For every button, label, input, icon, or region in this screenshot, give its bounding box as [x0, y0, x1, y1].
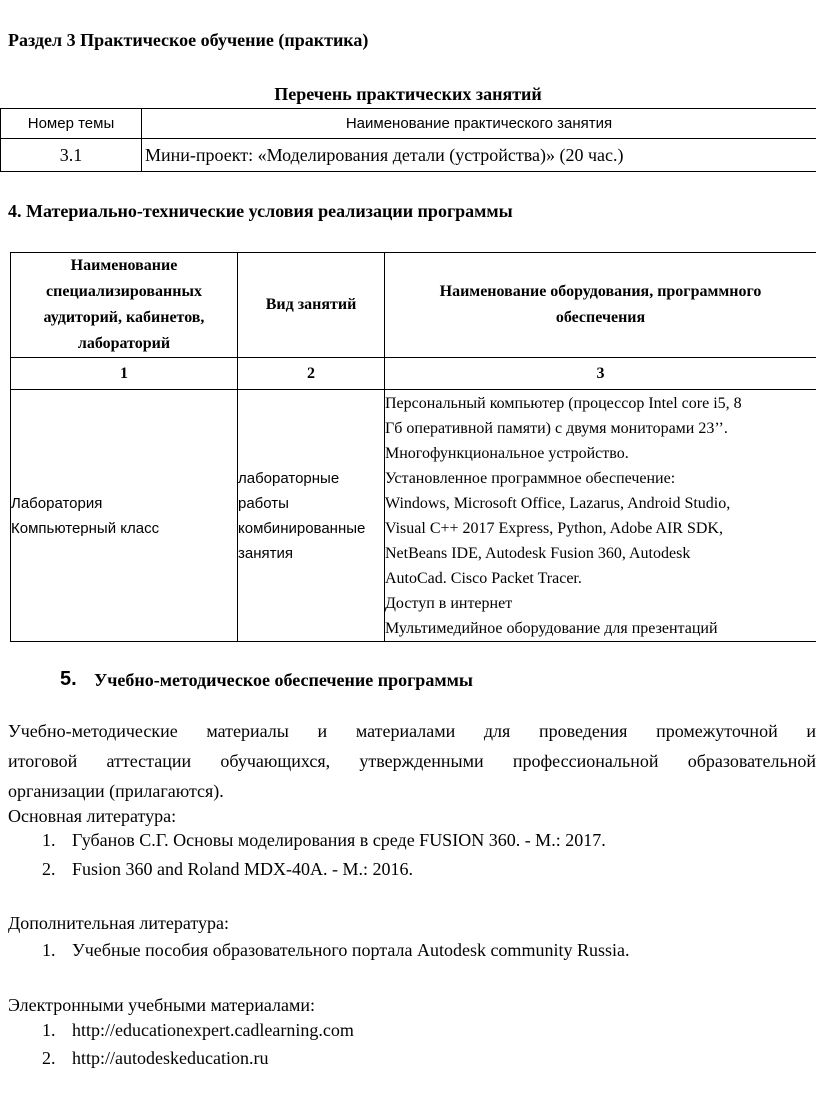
- list-number: 1.: [42, 830, 56, 850]
- header-equipment: [385, 253, 816, 358]
- list-number: 2.: [42, 1048, 56, 1068]
- table-header-row: [1, 109, 816, 139]
- section3-title: Раздел 3 Практическое обучение (практика): [8, 30, 369, 50]
- list-number: 2.: [42, 859, 56, 879]
- section4-title: 4. Материально-технические условия реализации программы: [8, 201, 513, 221]
- cell-line: AutoCad. Cisco Packet Tracer.: [385, 570, 582, 587]
- list-number: 1.: [42, 1020, 56, 1040]
- section5-number: 5.: [60, 668, 77, 690]
- practice-table: [0, 108, 816, 172]
- column-number: 1: [11, 358, 238, 390]
- cell-line: Гб оперативной памяти) с двумя мониторами 23’’.: [385, 420, 728, 437]
- paragraph-line: организации (прилагаются).: [8, 781, 224, 801]
- list-number: 1.: [42, 940, 56, 960]
- paragraph-line: итоговой аттестации обучающихся, утвержденными профессиональной образовательной: [8, 751, 816, 771]
- topic-number-cell: 3.1: [1, 139, 142, 172]
- cell-line: занятия: [238, 544, 293, 562]
- table-header-row: [11, 253, 816, 358]
- cell-line: работы: [238, 494, 289, 512]
- column-number: 3: [385, 358, 816, 390]
- link-url[interactable]: http://educationexpert.cadlearning.com: [72, 1020, 354, 1040]
- header-line: Наименование оборудования, программного: [439, 283, 762, 300]
- header-line: аудиторий, кабинетов,: [43, 309, 205, 326]
- equipment-table: [10, 252, 816, 642]
- section5-paragraph: [8, 716, 816, 806]
- header-line: обеспечения: [555, 309, 646, 326]
- cell-line: Windows, Microsoft Office, Lazarus, Android Studio,: [385, 495, 731, 512]
- section5-title: Учебно-методическое обеспечение программы: [94, 670, 473, 690]
- cell-line: Visual C++ 2017 Express, Python, Adobe AIR SDK,: [385, 520, 723, 537]
- practice-list-title: Перечень практических занятий: [274, 84, 542, 104]
- cell-line: Доступ в интернет: [385, 595, 513, 612]
- list-text: Губанов С.Г. Основы моделирования в среде FUSION 360. - М.: 2017.: [72, 830, 606, 850]
- header-rooms: [11, 253, 238, 358]
- cell-line: Многофункциональное устройство.: [385, 445, 629, 462]
- header-topic-number: Номер темы: [1, 109, 142, 139]
- list-text: Учебные пособия образовательного портала Autodesk community Russia.: [72, 940, 630, 960]
- header-line: Вид занятий: [265, 296, 357, 313]
- cell-line: Установленное программное обеспечение:: [385, 470, 676, 487]
- table-row: [11, 390, 816, 642]
- list-text: Fusion 360 and Roland MDX-40A. - М.: 2016.: [72, 859, 413, 879]
- table-row: [1, 139, 816, 172]
- header-practice-name: Наименование практического занятия: [142, 109, 816, 139]
- main-literature-label: Основная литература:: [8, 806, 177, 826]
- equipment-cell: [385, 390, 816, 642]
- header-line: Наименование: [70, 257, 178, 274]
- practice-name-cell: Мини-проект: «Моделирования детали (устройства)» (20 час.): [142, 139, 816, 172]
- column-number-row: [11, 358, 816, 390]
- column-number: 2: [238, 358, 385, 390]
- cell-line: лабораторные: [238, 469, 340, 487]
- header-line: лабораторий: [77, 335, 171, 352]
- additional-literature-label: Дополнительная литература:: [8, 913, 229, 933]
- cell-line: Компьютерный класс: [11, 519, 160, 537]
- header-activity-type: [238, 253, 385, 358]
- activity-type-cell: [238, 390, 385, 642]
- cell-line: NetBeans IDE, Autodesk Fusion 360, Autodesk: [385, 545, 691, 562]
- cell-line: Персональный компьютер (процессор Intel core i5, 8: [385, 395, 742, 412]
- electronic-materials-label: Электронными учебными материалами:: [8, 995, 315, 1015]
- header-line: специализированных: [46, 283, 202, 300]
- cell-line: Лаборатория: [11, 494, 103, 512]
- cell-line: Мультимедийное оборудование для презентаций: [385, 620, 718, 637]
- rooms-cell: [11, 390, 238, 642]
- link-url[interactable]: http://autodeskeducation.ru: [72, 1048, 269, 1068]
- cell-line: комбинированные: [238, 519, 366, 537]
- paragraph-line: Учебно-методические материалы и материалами для проведения промежуточной и: [8, 721, 816, 741]
